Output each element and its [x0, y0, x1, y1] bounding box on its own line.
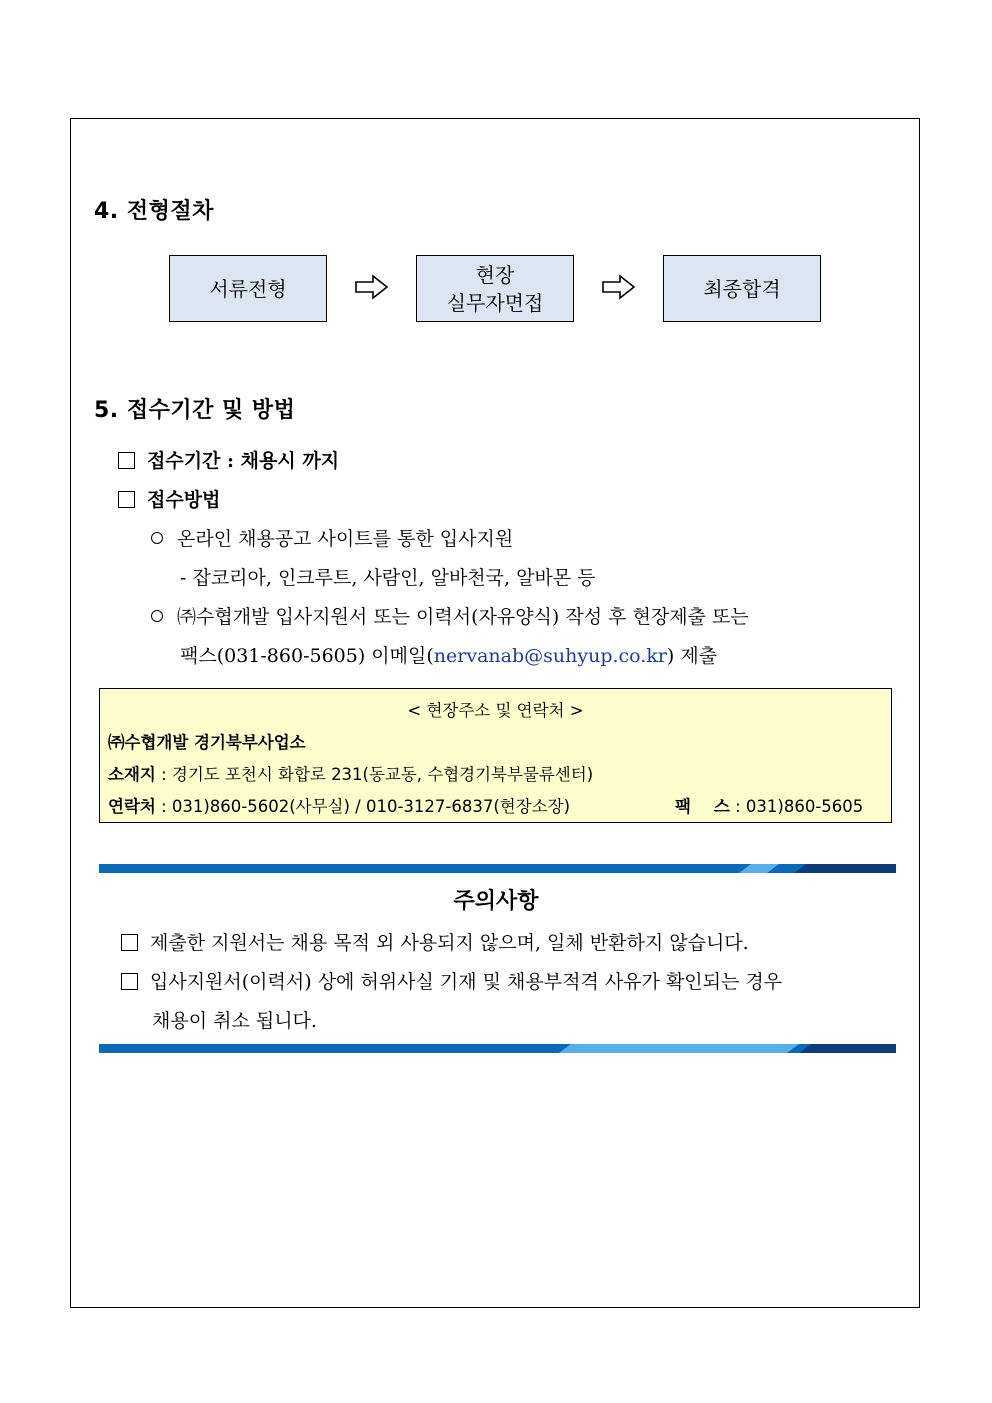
decorative-bottom-bar — [99, 1044, 896, 1053]
step-field-interview: 현장 실무자면접 — [416, 255, 574, 322]
contact-fax: 팩 스 : 031)860-5605 — [675, 797, 864, 816]
circle-bullet-icon — [151, 532, 163, 544]
contact-phone: 연락처 : 031)860-5602(사무실) / 010-3127-6837(현장소장) — [108, 797, 571, 816]
method-heading-line: 접수방법 — [118, 485, 220, 512]
online-sites-line: - 잡코리아, 인크루트, 사람인, 알바천국, 알바몬 등 — [180, 567, 596, 589]
offline-apply-line: ㈜수협개발 입사지원서 또는 이력서(자유양식) 작성 후 현장제출 또는 — [151, 602, 749, 629]
contact-info-box — [99, 688, 892, 823]
notice-item-2: 입사지원서(이력서) 상에 허위사실 기재 및 채용부적격 사유가 확인되는 경우 — [121, 967, 782, 994]
step-document-screening: 서류전형 — [169, 255, 327, 322]
contact-address: 소재지 : 경기도 포천시 화합로 231(동교동, 수협경기북부물류센터) — [108, 765, 594, 784]
fax-email-line: 팩스(031-860-5605) 이메일(nervanab@suhyup.co.kr) 제출 — [180, 645, 718, 667]
circle-bullet-icon — [151, 610, 163, 622]
step-final-pass: 최종합격 — [663, 255, 821, 322]
arrow-right-icon — [355, 274, 389, 300]
decorative-top-bar — [99, 864, 896, 873]
contact-title: < 현장주소 및 연락처 > — [407, 701, 584, 720]
section-4-title: 4. 전형절차 — [94, 199, 214, 224]
checkbox-icon — [121, 934, 138, 951]
notice-item-1: 제출한 지원서는 채용 목적 외 사용되지 않으며, 일체 반환하지 않습니다. — [121, 928, 749, 955]
checkbox-icon — [118, 452, 135, 469]
period-line: 접수기간 : 채용시 까지 — [118, 446, 339, 473]
online-apply-line: 온라인 채용공고 사이트를 통한 입사지원 — [151, 524, 513, 551]
contact-company: ㈜수협개발 경기북부사업소 — [108, 733, 306, 752]
notice-title: 주의사항 — [453, 889, 539, 914]
notice-item-2-cont: 채용이 취소 됩니다. — [152, 1010, 317, 1032]
section-5-title: 5. 접수기간 및 방법 — [94, 398, 296, 423]
email-link[interactable]: nervanab@suhyup.co.kr — [433, 645, 667, 667]
checkbox-icon — [118, 491, 135, 508]
checkbox-icon — [121, 973, 138, 990]
arrow-right-icon — [602, 274, 636, 300]
